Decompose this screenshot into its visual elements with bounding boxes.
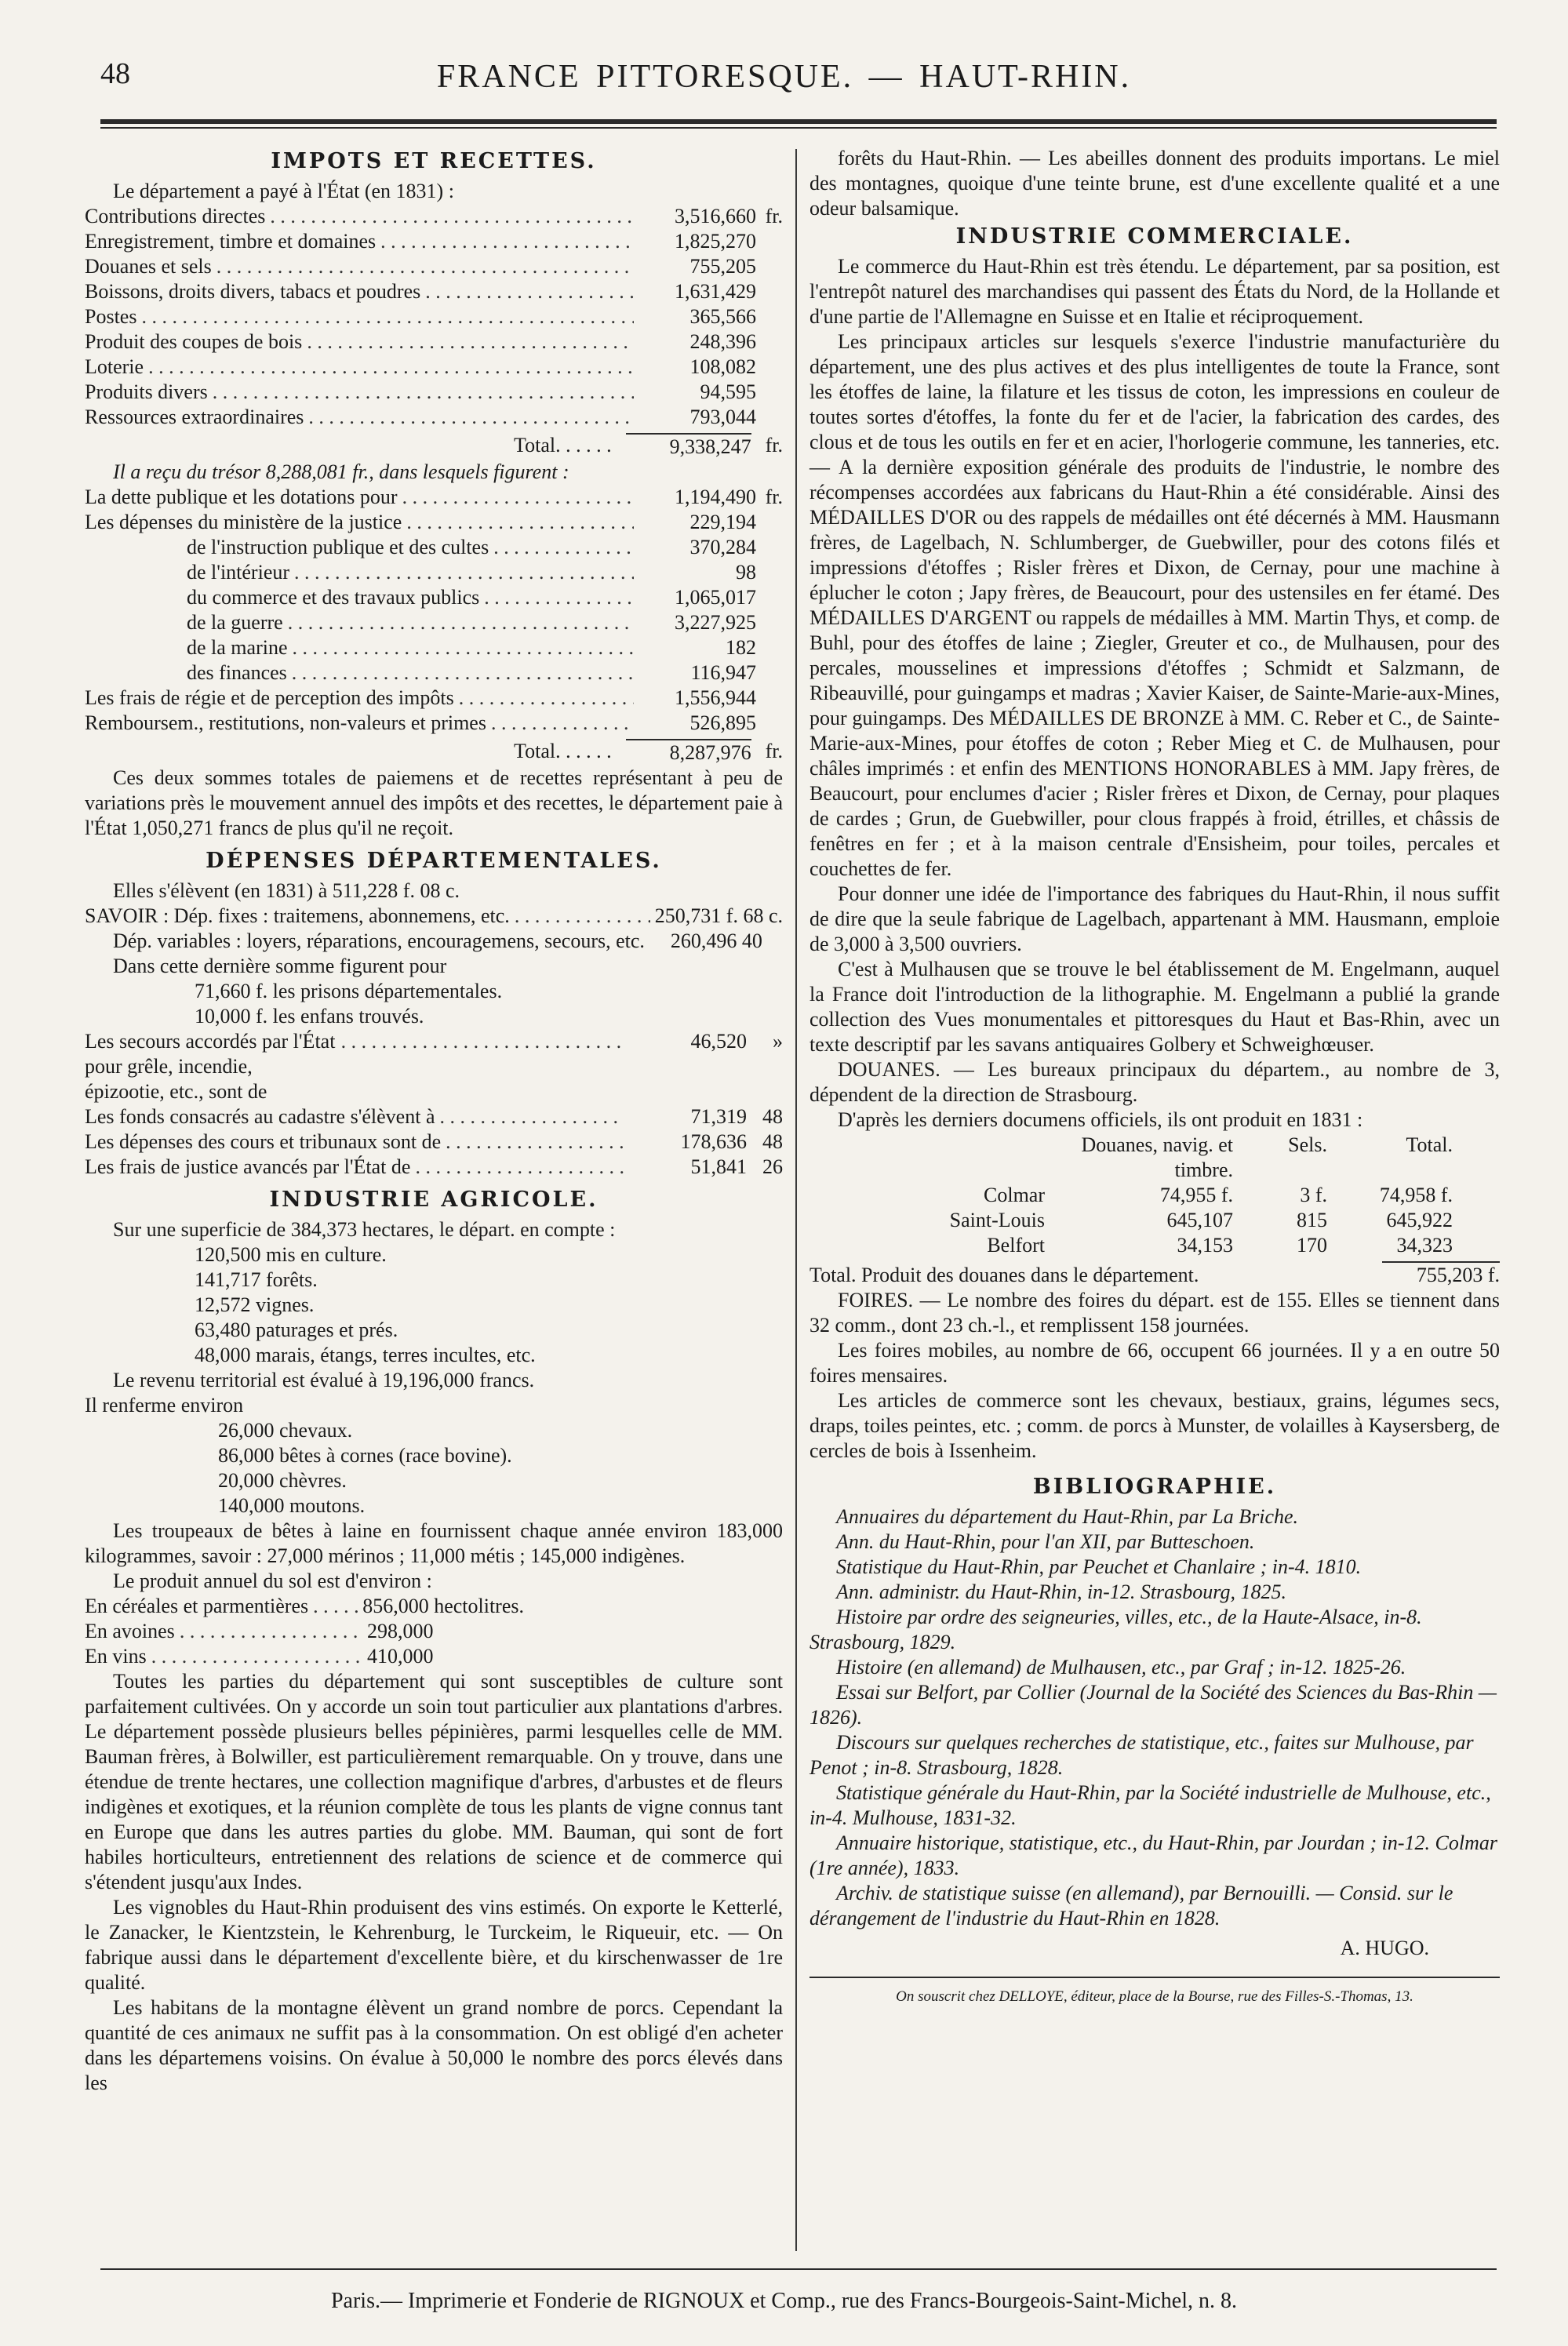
depenses-variables-value: 260,496 40 (670, 929, 762, 952)
expense-row-value: 229,194 (689, 511, 756, 533)
bibliography-entry: Essai sur Belfort, par Collier (Journal de la Société des Sciences du Bas-Rhin — 1826). (809, 1681, 1497, 1729)
expense-row-label: du commerce et des travaux publics (187, 586, 480, 609)
impots-row (85, 204, 783, 229)
produit-row (85, 1594, 524, 1619)
impots-row-value: 755,205 (689, 255, 756, 278)
column-divider (795, 149, 797, 2251)
douanes-header-cell (809, 1133, 1045, 1183)
impots-row-value: 1,631,429 (675, 280, 756, 303)
expense-row-value: 116,947 (690, 661, 756, 684)
right-column (809, 146, 1500, 2010)
depenses-row (85, 1104, 783, 1129)
douanes-cell: 170 (1297, 1234, 1327, 1257)
douanes-cell: Colmar (984, 1184, 1045, 1206)
expense-row (85, 610, 783, 635)
douanes-cell: Saint-Louis (949, 1209, 1045, 1231)
agricole-list (85, 1242, 783, 1368)
expense-row-label: Les frais de régie et de perception des impôts (85, 686, 454, 709)
leader-dots (288, 610, 634, 635)
expense-row (85, 635, 783, 660)
commerciale-p1: Le commerce du Haut-Rhin est très étendu. Le département, par sa position, est l'entrepôt naturel des marchandises qui passent des États du Nord, de la Hollande et d'une partie de l'Allemagne en Suisse et en Italie et réciproquement. (809, 255, 1500, 328)
land-use-item: 141,717 forêts. (195, 1268, 318, 1291)
expense-row-value: 526,895 (689, 711, 756, 734)
land-use-item: 120,500 mis en culture. (195, 1243, 387, 1266)
douanes-cell: 74,955 f. (1159, 1184, 1233, 1206)
leader-dots (180, 1619, 362, 1644)
leader-dots (402, 485, 634, 510)
author-signature: A. HUGO. (1340, 1937, 1429, 1959)
leader-dots (491, 711, 634, 736)
leader-dots (415, 1155, 624, 1180)
douanes-cell: 34,153 (1177, 1234, 1233, 1257)
leader-dots (484, 585, 634, 610)
leader-dots (515, 904, 650, 929)
douanes-cell: 815 (1297, 1209, 1327, 1231)
agricole-toutes: Toutes les parties du département qui sont susceptibles de culture sont parfaitement cultivées. On y accorde un soin tout particulier aux plantations d'arbres. Le département possède plusieurs belles pépinières, parmi lesquelles celle de MM. Bauman frères, à Bolwiller, est particulièrement remarquable. On y trouve, dans une étendue de trente hectares, une collection magnifique d'arbres, d'arbustes et de fleurs indigènes et exotiques, et la réunion complète de tous les plants de vigne connus tant en Europe que dans les autres parties du globe. MM. Bauman, qui sont de fort habiles horticulteurs, entretiennent des relations de science et de commerce qui s'étendent jusqu'aux Indes. (85, 1670, 783, 1893)
bibliography-entry: Histoire par ordre des seigneuries, villes, etc., de la Haute-Alsace, in-8. Strasbourg, 1829. (809, 1606, 1422, 1653)
depenses-row-label: Les fonds consacrés au cadastre s'élèvent à (85, 1105, 435, 1128)
impots-intro: Le département a payé à l'État (en 1831) : (113, 180, 454, 202)
agricole-intro: Sur une superficie de 384,373 hectares, le départ. en compte : (113, 1218, 616, 1241)
bibliography-entry: Histoire (en allemand) de Mulhausen, etc., par Graf ; in-12. 1825-26. (836, 1656, 1406, 1679)
produit-row-label: En vins (85, 1645, 147, 1668)
depenses-enfans: 10,000 f. les enfans trouvés. (195, 1005, 424, 1028)
livestock-item: 140,000 moutons. (218, 1494, 366, 1517)
impots-row-label: Loterie (85, 355, 144, 378)
douanes-header-cell: Total. (1406, 1133, 1453, 1156)
leader-dots (294, 560, 634, 585)
commerciale-p3: Pour donner une idée de l'importance des fabriques du Haut-Rhin, il nous suffit de dire que la seule fabrique de Lagelbach, appartenant à MM. Hausmann, emploie de 3,000 à 3,500 ouvriers. (809, 882, 1500, 955)
expense-row (85, 510, 783, 535)
impots-row-label: Produit des coupes de bois (85, 330, 303, 353)
foires-mobiles: Les foires mobiles, au nombre de 66, occupent 66 journées. Il y a en outre 50 foires mensaires. (809, 1339, 1500, 1387)
douanes-header-cell: Douanes, navig. et timbre. (1081, 1133, 1233, 1181)
land-use-item: 48,000 marais, étangs, terres incultes, etc. (195, 1344, 536, 1366)
impots-total-label: Total. . . . . . (514, 434, 612, 456)
expense-row-label: de l'intérieur (187, 561, 290, 584)
expense-total-row (85, 739, 783, 766)
leader-dots (380, 229, 634, 254)
expense-row-label: de l'instruction publique et des cultes (187, 536, 489, 558)
leader-dots (148, 355, 634, 380)
expense-row-value: 1,194,490 (675, 486, 756, 508)
commerciale-p4: C'est à Mulhausen que se trouve le bel établissement de M. Engelmann, auquel la France doit l'introduction de la lithographie. M. Engelmann a publié la grande collection des Vues monumentales et pittoresques du Haut et Bas-Rhin, avec un texte descriptif par les savans antiquaires Golbery et Schweighœuser. (809, 958, 1500, 1056)
leader-dots (406, 510, 634, 535)
douanes-produit: D'après les derniers documens officiels, ils ont produit en 1831 : (838, 1108, 1363, 1131)
produit-row-value: 856,000 hectolitres. (362, 1595, 524, 1617)
expense-row (85, 485, 783, 510)
impots-row-label: Postes (85, 305, 137, 328)
depenses-row-value: 46,520 (690, 1030, 747, 1053)
agricole-renferme: Il renferme environ (85, 1394, 244, 1417)
expense-row (85, 585, 783, 610)
livestock-item: 20,000 chèvres. (218, 1469, 347, 1492)
douanes-cell: 34,323 (1396, 1234, 1453, 1257)
impots-row-label: Boissons, droits divers, tabacs et poudres (85, 280, 421, 303)
impots-total-value: 9,338,247 (626, 433, 751, 460)
depenses-figurent: Dans cette dernière somme figurent pour (113, 955, 447, 977)
depenses-row-label: Les frais de justice avancés par l'État de (85, 1155, 411, 1178)
right-continuation: forêts du Haut-Rhin. — Les abeilles donnent des produits importans. Le miel des montagnes, quoique d'une teinte brune, est d'une excellente qualité et a une odeur balsamique. (809, 147, 1500, 220)
depenses-row-cents: 48 (762, 1105, 783, 1128)
impots-row (85, 329, 783, 355)
impots-table (85, 204, 783, 430)
expense-row (85, 535, 783, 560)
section-title-bibliographie: BIBLIOGRAPHIE. (1032, 1475, 1277, 1499)
douanes-cell: 3 f. (1300, 1184, 1327, 1206)
depenses-row (85, 1155, 783, 1180)
depenses-row-label: Les dépenses des cours et tribunaux sont de (85, 1130, 442, 1153)
leader-dots (292, 660, 634, 686)
impots-total-unit: fr. (765, 434, 783, 456)
expense-row (85, 560, 783, 585)
leader-dots (493, 535, 634, 560)
impots-row-value: 3,516,660 (675, 205, 756, 227)
expense-row (85, 711, 783, 736)
impots-row-value: 793,044 (689, 406, 756, 428)
agricole-vignobles: Les vignobles du Haut-Rhin produisent des vins estimés. On exporte le Ketterlé, le Zanacker, le Kientzstein, le Kehrenburg, le Turckeim, le Riqueuir, etc. — On fabrique aussi dans le département d'excellente bière, et du kirschenwasser de 1re qualité. (85, 1896, 783, 1994)
depenses-intro: Elles s'élèvent (en 1831) à 511,228 f. 08 c. (113, 879, 460, 902)
impots-row-value: 1,825,270 (675, 230, 756, 253)
depenses-row-value: 178,636 (680, 1130, 747, 1153)
impots-row-value: 94,595 (700, 380, 756, 403)
produit-row (85, 1619, 524, 1644)
depenses-fixes-row (85, 904, 783, 929)
expense-row-label: de la marine (187, 636, 288, 659)
leader-dots (313, 1594, 358, 1619)
leader-dots (270, 204, 634, 229)
bibliography-entry: Ann. du Haut-Rhin, pour l'an XII, par Butteschoen. (836, 1530, 1255, 1553)
impots-row-value: 248,396 (689, 330, 756, 353)
douanes-cell: Belfort (987, 1234, 1045, 1257)
impots-row (85, 254, 783, 279)
animals-list (85, 1418, 783, 1519)
agricole-troupeaux: Les troupeaux de bêtes à laine en fournissent chaque année environ 183,000 kilogrammes, savoir : 27,000 mérinos ; 11,000 métis ; 145,000 indigènes. (85, 1519, 783, 1567)
impots-row-label: Douanes et sels (85, 255, 212, 278)
depenses-row-cents: » (773, 1030, 783, 1053)
depenses-fixes-value: 250,731 f. 68 c. (654, 904, 783, 927)
expense-row-value: 98 (736, 561, 756, 584)
leader-dots (213, 380, 634, 405)
leader-dots (141, 304, 634, 329)
expense-row-label: Remboursem., restitutions, non-valeurs et primes (85, 711, 486, 734)
impots-total-row (85, 433, 783, 460)
expense-row-value: 1,556,944 (675, 686, 756, 709)
running-title: FRANCE PITTORESQUE. — HAUT-RHIN. (436, 59, 1132, 95)
section-title-agricole: INDUSTRIE AGRICOLE. (269, 1188, 598, 1212)
expense-row-label: des finances (187, 661, 287, 684)
depenses-variables-row (85, 929, 783, 954)
douanes-cell: 645,922 (1386, 1209, 1453, 1231)
commerce-articles: Les articles de commerce sont les chevaux, bestiaux, grains, légumes secs, draps, toiles peintes, etc. ; comm. de porcs à Munster, de volailles à Kaysersberg, de cercles de bois à Issenheim. (809, 1389, 1500, 1462)
bibliography-entry: Annuaires du département du Haut-Rhin, par La Briche. (836, 1505, 1299, 1528)
impots-row (85, 279, 783, 304)
douanes-cell: 645,107 (1166, 1209, 1233, 1231)
douanes-text: DOUANES. — Les bureaux principaux du départem., au nombre de 3, dépendent de la direction de Strasbourg. (809, 1058, 1500, 1106)
impots-row (85, 380, 783, 405)
expense-row-value: 1,065,017 (675, 586, 756, 609)
leader-dots (308, 405, 634, 430)
expense-row (85, 660, 783, 686)
depenses-variables-label: Dép. variables : loyers, réparations, encouragemens, secours, etc. (113, 929, 645, 952)
leader-dots (439, 1104, 624, 1129)
impots-closing: Ces deux sommes totales de paiemens et de recettes représentant à peu de variations près le mouvement annuel des impôts et des recettes, le département paie à l'État 1,050,271 francs de plus qu'il ne reçoit. (85, 766, 783, 839)
header-rule-thin (100, 127, 1497, 129)
expense-row-value: 3,227,925 (675, 611, 756, 634)
depenses-row-cents: 26 (762, 1155, 783, 1178)
bibliography-entry: Statistique du Haut-Rhin, par Peuchet et Chanlaire ; in-4. 1810. (836, 1555, 1362, 1578)
page-number: 48 (100, 57, 130, 90)
subscription-note: On souscrit chez DELLOYE, éditeur, place de la Bourse, rue des Filles-S.-Thomas, 13. (809, 1977, 1500, 2010)
left-column (85, 146, 783, 2096)
depenses-table (85, 1029, 783, 1180)
produit-row (85, 1644, 524, 1669)
impots-row-label: Ressources extraordinaires (85, 406, 304, 428)
produit-row-label: En avoines (85, 1620, 175, 1642)
printer-imprint: Paris.— Imprimerie et Fonderie de RIGNOUX et Comp., rue des Francs-Bourgeois-Saint-Michel, n. 8. (330, 2289, 1238, 2313)
impots-row-label: Enregistrement, timbre et domaines (85, 230, 377, 253)
expense-row-unit: fr. (765, 486, 783, 508)
leader-dots (425, 279, 634, 304)
header-rule-thick (100, 119, 1497, 124)
depenses-row-label: Les secours accordés par l'État pour grêle, incendie, épizootie, etc., sont de (85, 1030, 336, 1103)
impots-row-value: 108,082 (689, 355, 756, 378)
commerciale-p2: Les principaux articles sur lesquels s'exerce l'industrie manufacturière du département, une des plus actives et des plus intelligentes de toute la France, sont les étoffes de laine, la filature et les tissus de coton, les impressions en couleur de toutes sortes d'étoffes, la fonte du fer et de l'acier, la fabrication des cardes, des clous et de tous les outils en fer et en acier, l'horlogerie commune, les tanneries, etc. — A la dernière exposition générale des produits de l'industrie, le nombre des récompenses accordées aux fabricans du Haut-Rhin a été considérable. Ainsi des MÉDAILLES D'OR ou des rappels de médailles ont été décernés à MM. Hausmann frères, de Lagelbach, N. Schlumberger, de Guebwiller, pour des cotons filés et impressions d'étoffes ; Risler frères et Dixon, de Cernay, pour une machine à éplucher le coton ; Japy frères, de Beaucourt, pour des ustensiles en fer étamé. Des MÉDAILLES D'ARGENT ou rappels de médailles à MM. Martin Thys, et comp. de Buhl, pour des étoffes de laine ; Ziegler, Greuter et co., de Mulhausen, pour des percales, mousselines et impressions d'étoffes ; Schmidt et Salzmann, de Ribeauvillé, pour guingamps et madras ; Xavier Kaiser, de Sainte-Marie-aux-Mines, pour guingamps. Des MÉDAILLES DE BRONZE à MM. C. Reber et C., de Sainte-Marie-aux-Mines, pour étoffes de coton ; Reber Mieg et C. de Mulhausen, pour châles imprimés : et enfin des MENTIONS HONORABLES à MM. Japy frères, de Beaucourt, pour enclumes d'acier ; Risler frères et Dixon, de Cernay, pour plaques de cardes ; Grun, de Guebwiller, pour clous frappés à froid, étrilles, et châssis de fenêtres en fer ; et à la maison centrale d'Ensisheim, pour toiles, percales et couchettes de fer. (809, 330, 1500, 880)
impots-row-label: Produits divers (85, 380, 208, 403)
bibliography-entry: Ann. administr. du Haut-Rhin, in-12. Strasbourg, 1825. (836, 1580, 1286, 1603)
bibliography-entry: Statistique générale du Haut-Rhin, par la Société industrielle de Mulhouse, etc., in-4. Mulhouse, 1831-32. (809, 1781, 1491, 1829)
douanes-total-value: 755,203 f. (1382, 1261, 1500, 1288)
leader-dots (459, 686, 634, 711)
depenses-row-cents: 48 (762, 1130, 783, 1153)
impots-row-unit: fr. (765, 205, 783, 227)
leader-dots (341, 1029, 624, 1054)
foires-text: FOIRES. — Le nombre des foires du départ. est de 155. Elles se tiennent dans 32 comm., dont 23 ch.-l., et remplissent 158 journées. (809, 1289, 1500, 1337)
leader-dots (216, 254, 634, 279)
douanes-header-cell: Sels. (1288, 1133, 1327, 1156)
douanes-total-label: Total. Produit des douanes dans le département. (809, 1264, 1199, 1286)
expense-row-value: 182 (726, 636, 756, 659)
produit-table (85, 1594, 783, 1669)
section-title-depenses: DÉPENSES DÉPARTEMENTALES. (206, 849, 662, 873)
impots-row-value: 365,566 (689, 305, 756, 328)
expense-row-label: Les dépenses du ministère de la justice (85, 511, 402, 533)
expense-total-label: Total. . . . . . (514, 740, 612, 762)
depenses-row (85, 1029, 783, 1104)
bibliography-entry: Archiv. de statistique suisse (en allemand), par Bernouilli. — Consid. sur le dérangement de l'industrie du Haut-Rhin en 1828. (809, 1882, 1453, 1930)
produit-row-label: En céréales et parmentières (85, 1595, 309, 1617)
depenses-prisons: 71,660 f. les prisons départementales. (195, 980, 503, 1002)
leader-dots (151, 1644, 362, 1669)
impots-row (85, 355, 783, 380)
douanes-total-row (809, 1261, 1500, 1288)
depenses-fixes-label: SAVOIR : Dép. fixes : traitemens, abonnemens, etc. (85, 904, 510, 927)
leader-dots (307, 329, 634, 355)
expense-row (85, 686, 783, 711)
livestock-item: 26,000 chevaux. (218, 1419, 353, 1442)
expense-total-unit: fr. (765, 740, 783, 762)
footer-rule (100, 2268, 1497, 2270)
land-use-item: 12,572 vignes. (195, 1293, 315, 1316)
agricole-revenu: Le revenu territorial est évalué à 19,196,000 francs. (113, 1369, 535, 1391)
land-use-item: 63,480 paturages et prés. (195, 1318, 398, 1341)
expense-row-label: La dette publique et les dotations pour (85, 486, 398, 508)
bibliography-entry: Annuaire historique, statistique, etc., du Haut-Rhin, par Jourdan ; in-12. Colmar (1re année), 1833. (809, 1831, 1498, 1879)
douanes-cell: 74,958 f. (1379, 1184, 1453, 1206)
depenses-row-value: 71,319 (690, 1105, 747, 1128)
agricole-produit-intro: Le produit annuel du sol est d'environ : (113, 1569, 432, 1592)
depenses-row (85, 1129, 783, 1155)
tresor-received: Il a reçu du trésor 8,288,081 fr., dans lesquels figurent : (113, 460, 569, 483)
impots-row-label: Contributions directes (85, 205, 266, 227)
produit-row-value: 298,000 (367, 1620, 434, 1642)
expense-row-value: 370,284 (689, 536, 756, 558)
leader-dots (293, 635, 635, 660)
expense-table (85, 485, 783, 736)
impots-row (85, 304, 783, 329)
agricole-habitans: Les habitans de la montagne élèvent un grand nombre de porcs. Cependant la quantité de ces animaux ne suffit pas à la consommation. On est obligé d'en acheter dans les départemens voisins. On évalue à 50,000 le nombre des porcs élevés dans les (85, 1996, 783, 2094)
leader-dots (446, 1129, 624, 1155)
depenses-row-value: 51,841 (690, 1155, 747, 1178)
bibliography-entry: Discours sur quelques recherches de statistique, etc., faites sur Mulhouse, par Penot ; in-8. Strasbourg, 1828. (809, 1731, 1474, 1779)
section-title-impots: IMPOTS ET RECETTES. (271, 149, 597, 173)
produit-row-value: 410,000 (367, 1645, 434, 1668)
expense-total-value: 8,287,976 (626, 739, 751, 766)
impots-row (85, 229, 783, 254)
douanes-table (809, 1133, 1500, 1258)
section-title-commerciale: INDUSTRIE COMMERCIALE. (955, 224, 1354, 249)
impots-row (85, 405, 783, 430)
expense-row-label: de la guerre (187, 611, 283, 634)
livestock-item: 86,000 bêtes à cornes (race bovine). (218, 1444, 512, 1467)
bibliography-list (809, 1504, 1500, 1931)
